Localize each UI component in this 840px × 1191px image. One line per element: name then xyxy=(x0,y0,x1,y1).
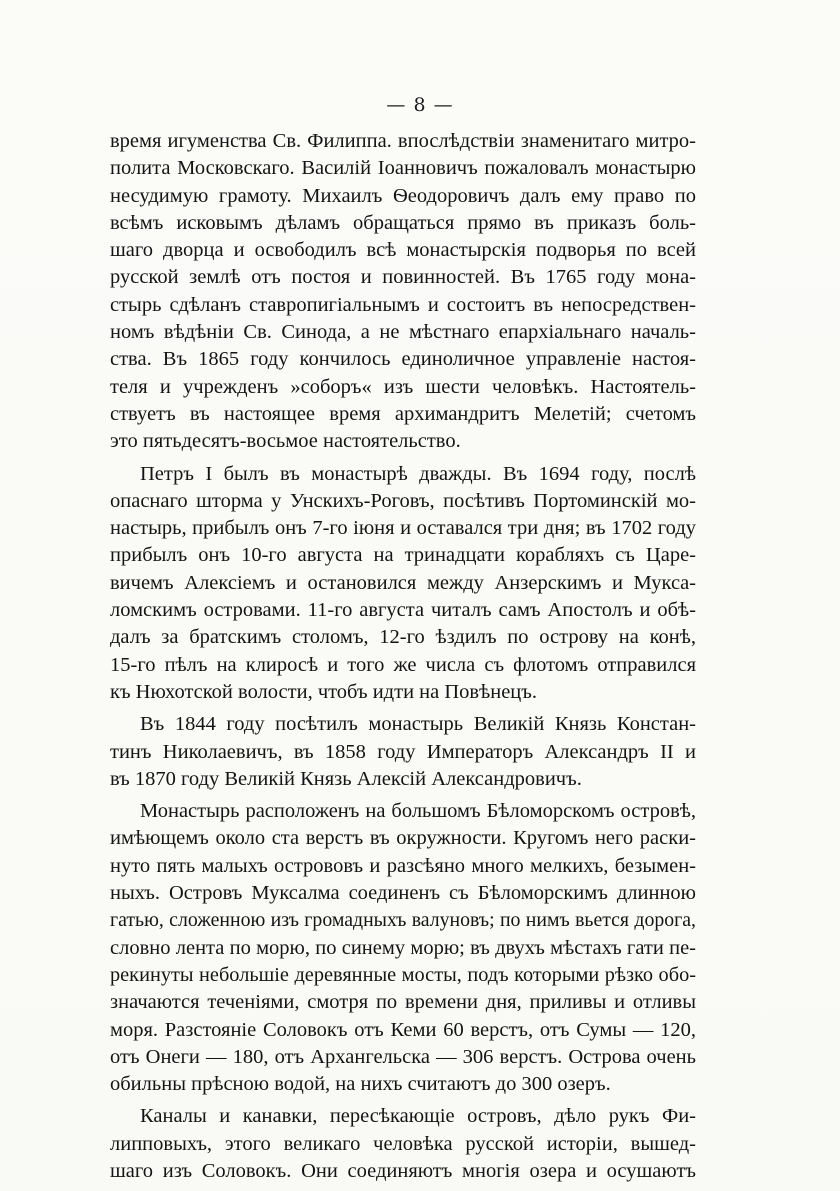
text-line: словно лента по морю, по синему морю; въ двухъ мѣстахъ гати пе- xyxy=(110,936,696,959)
text-line: обильны прѣсною водой, на нихъ считаютъ до 300 озеръ. xyxy=(110,1073,611,1096)
paragraph-4 xyxy=(110,798,696,1098)
text-line: стырь сдѣланъ ставропигіальнымъ и состоитъ въ непосредствен- xyxy=(110,293,696,316)
text-line: шаго дворца и освободилъ всѣ монастырскія подворья по всей xyxy=(110,239,696,262)
text-line: Монастырь расположенъ на большомъ Бѣломорскомъ островѣ, xyxy=(140,800,696,823)
text-line: полита Московскаго. Василій Іоанновичъ пожаловалъ монастырю xyxy=(110,157,696,180)
text-line: это пятьдесятъ-восьмое настоятельство. xyxy=(110,430,461,453)
text-line: время игуменства Св. Филиппа. впослѣдствіи знаменитаго митро- xyxy=(110,130,696,152)
text-line: далъ за братскимъ столомъ, 12-го ѣздилъ по острову на конѣ, xyxy=(110,626,696,649)
text-line: Петръ I былъ въ монастырѣ дважды. Въ 1694 году, послѣ xyxy=(140,462,696,485)
text-line: прибылъ онъ 10-го августа на тринадцати корабляхъ съ Царе- xyxy=(110,544,696,567)
text-line: шаго изъ Соловокъ. Они соединяютъ многія озера и осушаютъ xyxy=(110,1159,696,1182)
text-line: Въ 1844 году посѣтилъ монастырь Великій Князь Констан- xyxy=(140,713,696,736)
text-line: тинъ Николаевичъ, въ 1858 году Императоръ Александръ II и xyxy=(110,740,696,763)
text-line: несудимую грамоту. Михаилъ Ѳеодоровичъ далъ ему право по xyxy=(110,184,696,207)
text-line: 15-го пѣлъ на клиросѣ и того же числа съ флотомъ отправился xyxy=(110,653,696,676)
text-line: въ 1870 году Великій Князь Алексій Александровичъ. xyxy=(110,767,582,790)
paragraph-5 xyxy=(110,1103,696,1185)
body-text xyxy=(110,128,696,1185)
page-number: — 8 — xyxy=(386,94,454,116)
text-line: ства. Въ 1865 году кончилось единоличное управленіе настоя- xyxy=(110,348,696,371)
text-line: моря. Разстояніе Соловокъ отъ Кеми 60 верстъ, отъ Сумы — 120, xyxy=(110,1018,696,1041)
text-line: ныхъ. Островъ Муксалма соединенъ съ Бѣломорскимъ длинною xyxy=(110,882,696,905)
text-line: настырь, прибылъ онъ 7-го іюня и оставался три дня; въ 1702 году xyxy=(110,517,696,540)
text-line: опаснаго шторма у Унскихъ-Роговъ, посѣтивъ Портоминскій мо- xyxy=(110,489,696,512)
text-line: всѣмъ исковымъ дѣламъ обращаться прямо въ приказъ боль- xyxy=(110,211,696,234)
text-line: ствуетъ въ настоящее время архимандритъ Мелетій; счетомъ xyxy=(110,402,696,425)
text-line: рекинуты небольшіе деревянные мосты, подъ которыми рѣзко обо- xyxy=(110,963,696,986)
text-line: нуто пять малыхъ острововъ и разсѣяно много мелкихъ, безымен- xyxy=(110,854,696,877)
text-line: значаются теченіями, смотря по времени дня, приливы и отливы xyxy=(110,991,696,1014)
text-line: липповыхъ, этого великаго человѣка русской исторіи, вышед- xyxy=(110,1132,696,1155)
text-line: ломскимъ островами. 11-го августа читалъ самъ Апостолъ и обѣ- xyxy=(110,599,696,622)
text-line: имѣющемъ около ста верстъ въ окружности. Кругомъ него раски- xyxy=(110,827,696,850)
text-line: гатью, сложенною изъ громадныхъ валуновъ; по нимъ вьется дорога, xyxy=(110,909,696,932)
text-line: русской землѣ отъ постоя и повинностей. Въ 1765 году мона- xyxy=(110,266,696,289)
text-line: номъ вѣдѣніи Св. Синода, а не мѣстнаго епархіальнаго началь- xyxy=(110,321,696,344)
paragraph-1 xyxy=(110,128,696,456)
text-line: Каналы и канавки, пересѣкающіе островъ, дѣло рукъ Фи- xyxy=(140,1105,696,1128)
text-line: теля и учрежденъ »соборъ« изъ шести человѣкъ. Настоятель- xyxy=(110,375,696,398)
text-line: отъ Онеги — 180, отъ Архангельска — 306 верстъ. Острова очень xyxy=(110,1045,696,1068)
text-line: вичемъ Алексіемъ и остановился между Анзерскимъ и Муксa- xyxy=(110,571,696,594)
paragraph-2 xyxy=(110,461,696,707)
paragraph-3 xyxy=(110,711,696,793)
text-line: къ Нюхотской волости, чтобъ идти на Повѣнецъ. xyxy=(110,680,537,703)
